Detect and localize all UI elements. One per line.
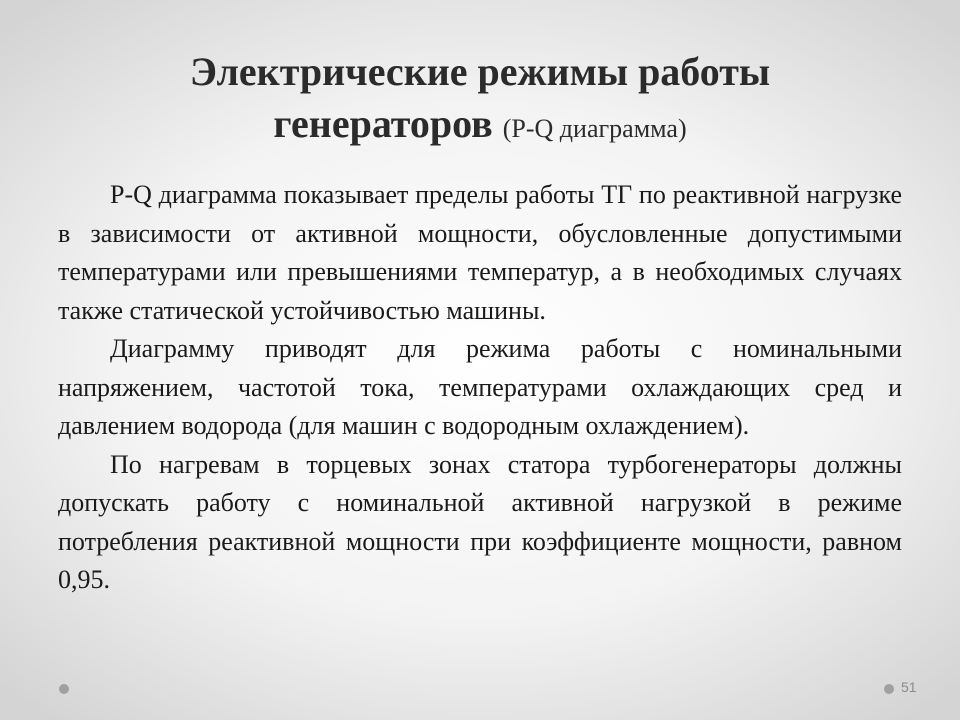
title-line-2 xyxy=(0,98,960,155)
title-line-1: Электрические режимы работы xyxy=(189,49,771,94)
paragraph-1: P-Q диаграмма показывает пределы работы ТГ по реактивной нагрузке в зависимости от активной мощности, обусловленные допустимыми температурами или превышениями температур, а в необходимых случаях также статической устойчивостью машины. xyxy=(58,180,902,325)
slide-body xyxy=(58,176,902,600)
paragraph-3: По нагревам в торцевых зонах статора турбогенераторы должны допускать работу с номинальной активной нагрузкой в режиме потребления реактивной мощности при коэффициенте мощности, равном 0,95. xyxy=(58,449,902,594)
title-subtitle: (P-Q диаграмма) xyxy=(502,114,687,143)
page-number: 51 xyxy=(901,679,917,695)
footer-dot-left xyxy=(59,684,69,694)
slide-title xyxy=(0,46,960,155)
paragraph-2: Диаграмму приводят для режима работы с номинальными напряжением, частотой тока, температурами охлаждающих сред и давлением водорода (для машин с водородным охлаждением). xyxy=(58,334,902,440)
footer-dot-right xyxy=(884,684,894,694)
title-line-2-text: генераторов xyxy=(273,101,493,146)
